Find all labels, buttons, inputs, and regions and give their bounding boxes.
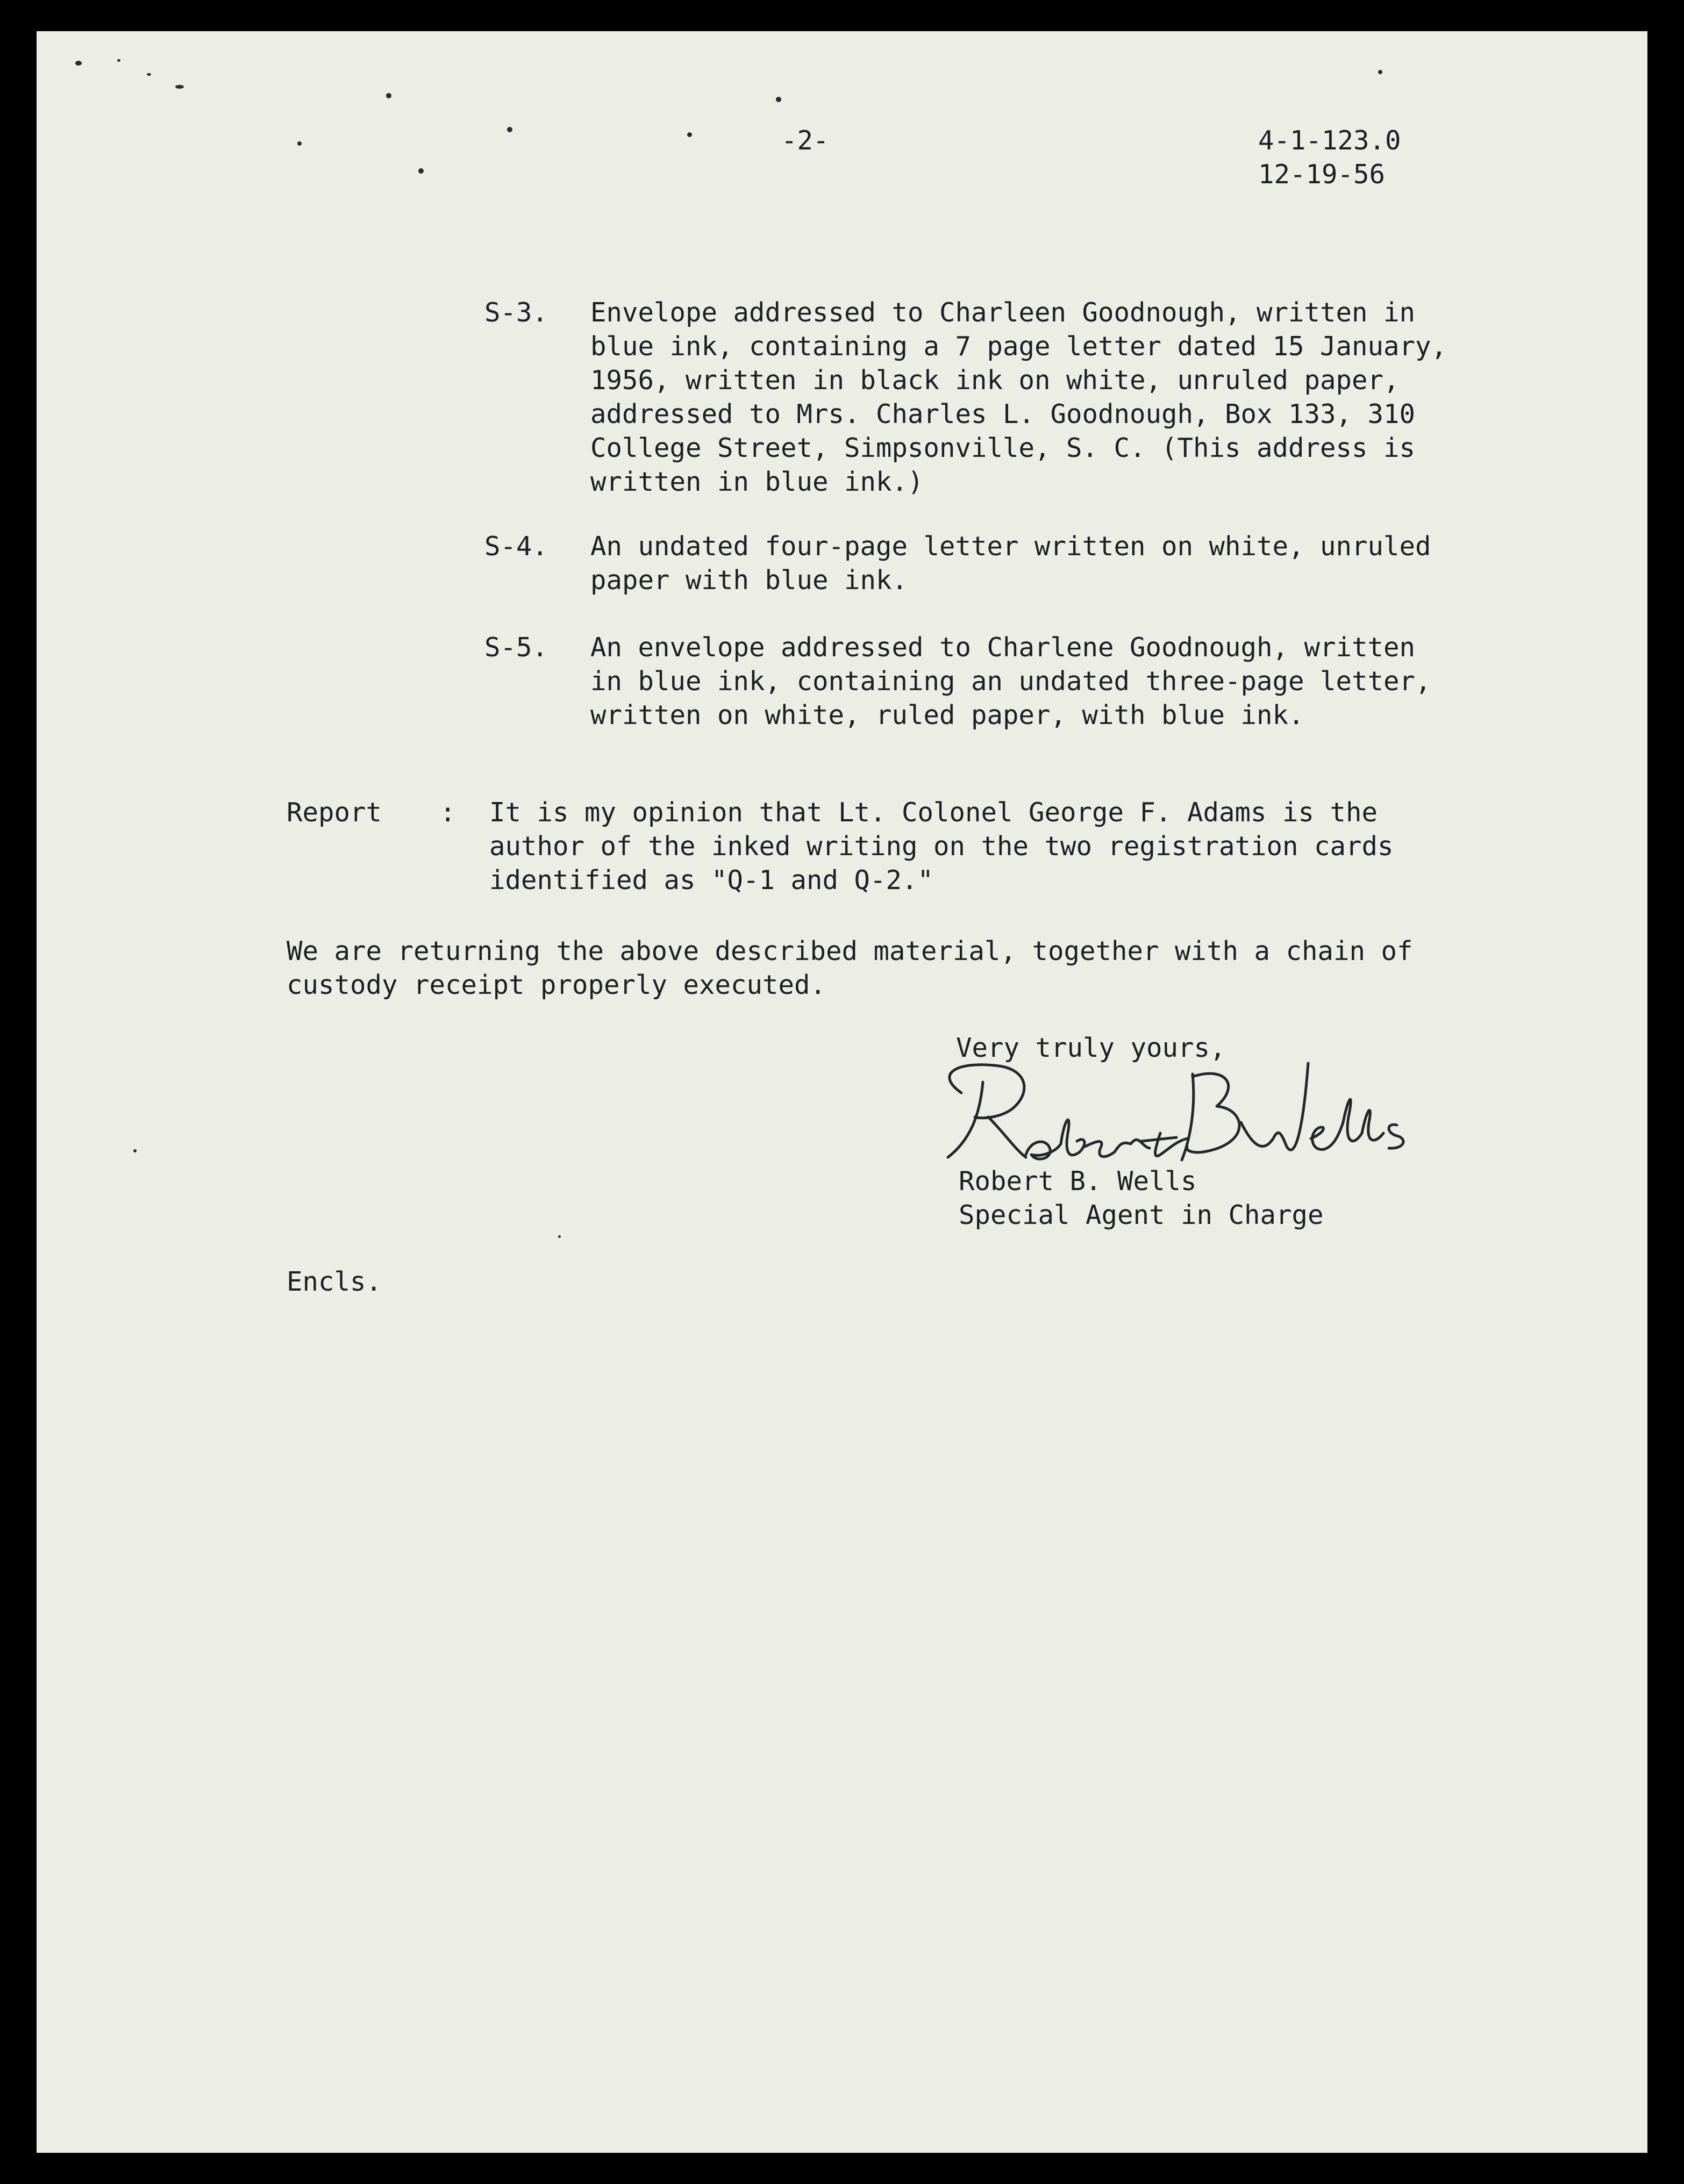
text-line: custody receipt properly executed. [287,970,826,1000]
text-line: in blue ink, containing an undated three-page letter, [590,666,1431,697]
report-colon: : [440,797,456,828]
closing-paragraph [287,934,1413,1002]
enclosure-note: Encls. [287,1266,382,1297]
text-line: College Street, Simpsonville, S. C. (This address is [590,433,1416,463]
scan-speck [147,73,151,76]
scan-speck [297,141,302,146]
scan-speck [386,93,391,98]
text-line: An envelope addressed to Charlene Goodnough, written [590,632,1416,663]
text-line: 1956, written in black ink on white, unruled paper, [590,365,1400,396]
scan-speck [133,1149,137,1152]
text-line: written in blue ink.) [590,467,924,497]
scan-speck [75,61,82,66]
scan-speck [1378,70,1382,74]
handwritten-signature [924,1052,1451,1176]
report-label: Report [287,797,382,828]
text-line: We are returning the above described material, together with a chain of [287,936,1413,966]
scan-speck [418,168,424,174]
text-line: addressed to Mrs. Charles L. Goodnough, Box 133, 310 [590,399,1416,429]
text-line: identified as "Q-1 and Q-2." [489,865,934,896]
specimen-label: S-5. [484,632,548,663]
signatory-title: Special Agent in Charge [959,1200,1324,1230]
signatory-name: Robert B. Wells [959,1166,1197,1197]
document-page [37,31,1647,2153]
text-line: Envelope addressed to Charleen Goodnough, written in [590,297,1416,328]
salutation: Very truly yours, [956,1033,1226,1063]
scan-speck [175,85,184,89]
text-line: An undated four-page letter written on white, unruled [590,531,1431,562]
file-number: 4-1-123.0 [1258,125,1401,156]
scan-speck [776,97,781,102]
text-line: written on white, ruled paper, with blue ink. [590,700,1304,731]
document-date: 12-19-56 [1258,159,1386,190]
specimen-label: S-4. [484,531,548,562]
specimen-description [590,529,1431,597]
scan-speck [687,132,692,137]
text-line: author of the inked writing on the two registration cards [489,831,1394,862]
text-line: paper with blue ink. [590,565,908,596]
specimen-description [590,631,1431,732]
text-line: It is my opinion that Lt. Colonel George F. Adams is the [489,797,1378,828]
report-opinion [489,796,1394,897]
specimen-description [590,296,1447,499]
page-number: -2- [781,125,829,156]
scan-speck [558,1235,561,1238]
scan-speck [507,127,512,132]
scan-speck [117,59,120,62]
text-line: blue ink, containing a 7 page letter dated 15 January, [590,331,1447,362]
specimen-label: S-3. [484,297,548,328]
